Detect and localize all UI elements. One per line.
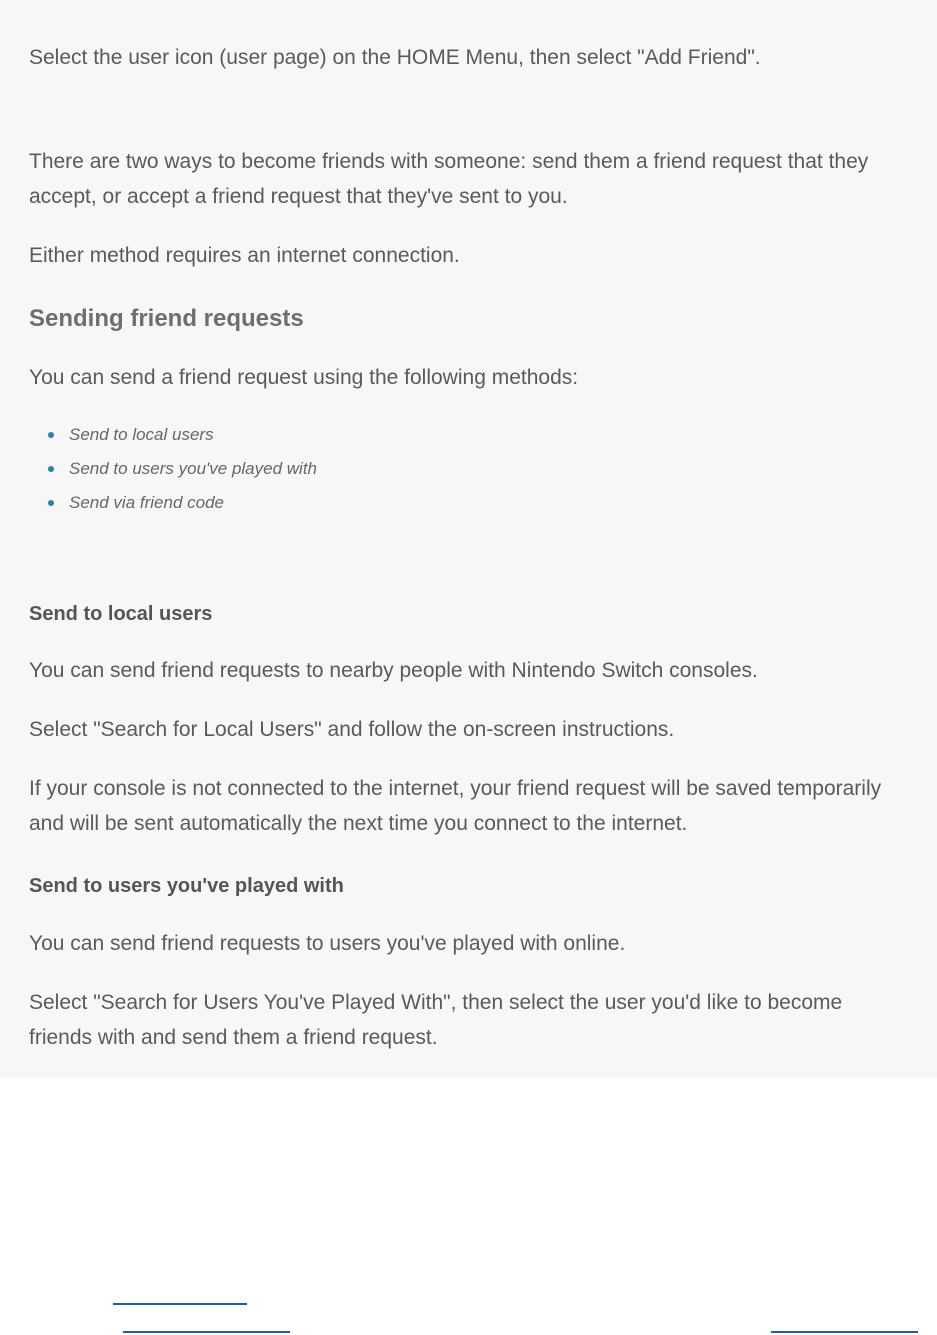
footer-link-underline[interactable] [113, 1303, 247, 1305]
bullet-icon [48, 432, 54, 438]
methods-list [29, 418, 317, 520]
intro-text: Select the user icon (user page) on the HOME Menu, then select "Add Friend". [29, 46, 761, 69]
method-played-with[interactable]: Send to users you've played with [29, 452, 317, 486]
ways-text: There are two ways to become friends with someone: send them a friend request that they accept, or accept a friend request that they've sent to you. [29, 150, 869, 208]
sending-heading: Sending friend requests [29, 305, 304, 332]
method-friend-code[interactable]: Send via friend code [29, 486, 317, 520]
played-p2: Select "Search for Users You've Played With", then select the user you'd like to become friends with and send them a friend request. [29, 991, 843, 1049]
method-local-users[interactable]: Send to local users [29, 418, 317, 452]
requirement-text: Either method requires an internet connection. [29, 244, 460, 267]
local-p3: If your console is not connected to the internet, your friend request will be saved temporarily and will be sent automatically the next time you connect to the internet. [29, 777, 882, 835]
footer-link-underline[interactable] [123, 1331, 290, 1333]
local-p2: Select "Search for Local Users" and follow the on-screen instructions. [29, 718, 675, 741]
local-p1: You can send friend requests to nearby people with Nintendo Switch consoles. [29, 659, 758, 682]
bullet-icon [48, 500, 54, 506]
footer-link-underline[interactable] [771, 1331, 918, 1333]
played-p1: You can send friend requests to users you've played with online. [29, 932, 626, 955]
played-heading: Send to users you've played with [29, 875, 344, 897]
sending-lead: You can send a friend request using the following methods: [29, 366, 579, 389]
local-heading: Send to local users [29, 603, 213, 625]
bullet-icon [48, 466, 54, 472]
